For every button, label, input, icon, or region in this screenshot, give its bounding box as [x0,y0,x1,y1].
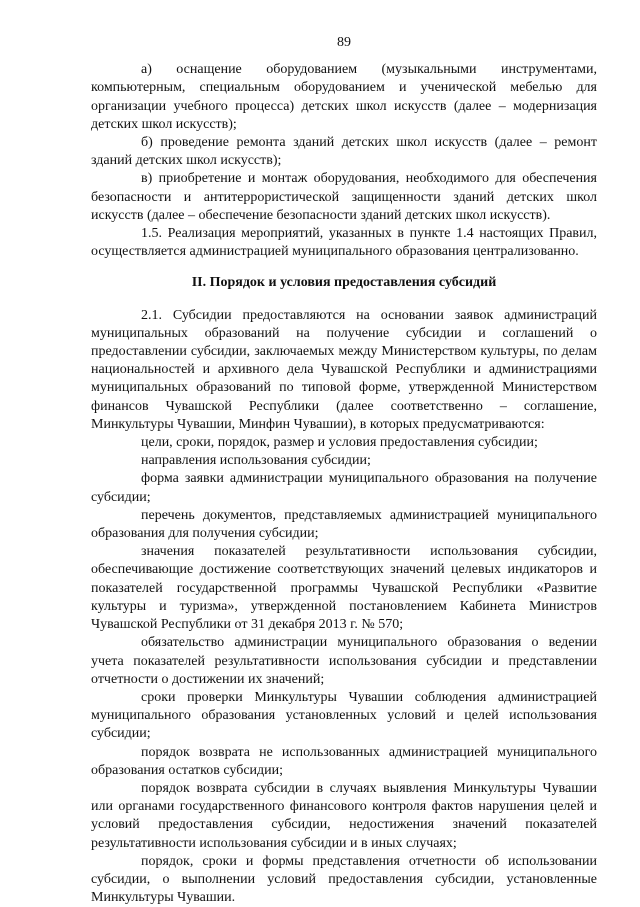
clause-c: в) приобретение и монтаж оборудования, необходимого для обеспечения безопасности и антитеррористической защищенности зданий детских школ искусств (далее – обеспечение безопасности зданий детских школ искусств). [91,171,597,223]
clause-b: б) проведение ремонта зданий детских школ искусств (далее – ремонт зданий детских школ искусств); [91,135,597,169]
list-item: направления использования субсидии; [141,453,371,469]
list-item: обязательство администрации муниципального образования о ведении учета показателей результативности использования субсидии и представлении отчетности о достижении их значений; [91,635,597,687]
list-item: порядок возврата не использованных администрацией муниципального образования остатков субсидии; [91,744,597,778]
document-page [91,34,597,907]
list-item: цели, сроки, порядок, размер и условия предоставления субсидии; [141,435,538,451]
list-item: перечень документов, представляемых администрацией муниципального образования для получения субсидии; [91,507,597,542]
clause-1-5: 1.5. Реализация мероприятий, указанных в пункте 1.4 настоящих Правил, осуществляется администрацией муниципального образования централизованно. [91,226,597,260]
list-item: форма заявки администрации муниципального образования на получение субсидии; [91,471,597,505]
list-item: порядок, сроки и формы представления отчетности об использовании субсидии, о выполнении условий предоставления субсидии, установленные Минкультуры Чувашии. [91,853,597,906]
list-item: порядок возврата субсидии в случаях выявления Минкультуры Чувашии или органами государственного финансового контроля фактов нарушения целей и условий предоставления субсидии, недостижения значений показателей результативности использования субсидии и в иных случаях; [91,780,597,851]
clause-2-1: 2.1. Субсидии предоставляются на основании заявок администраций муниципальных образований на получение субсидии и соглашений о предоставлении субсидии, заключаемых между Министерством культуры, по делам национальностей и архивного дела Чувашской Республики и администрациями муниципальных образований по типовой форме, утвержденной Министерством финансов Чувашской Республики (далее соответственно – соглашение, Минкультуры Чувашии, Минфин Чувашии), в которых предусматриваются: [91,307,597,432]
intro-clauses [91,61,597,261]
list-item: сроки проверки Минкультуры Чувашии соблюдения администрацией муниципального образования установленных условий и целей использования субсидии; [91,689,597,742]
clause-a: а) оснащение оборудованием (музыкальными инструментами, компьютерным, специальным оборудованием и ученической мебелью для организации учебного процесса) детских школ искусств (далее – модернизация детских школ искусств); [91,62,597,132]
section-heading: II. Порядок и условия предоставления субсидий [191,275,497,291]
page-number: 89 [337,35,351,50]
list-item: значения показателей результативности использования субсидии, обеспечивающие достижение соответствующих значений целевых индикаторов и показателей государственной программы Чувашской Республики «Развитие культуры и туризма», утвержденной постановлением Кабинета Министров Чувашской Республики от 31 декабря 2013 г. № 570; [91,544,597,633]
section-2-body [91,307,597,907]
